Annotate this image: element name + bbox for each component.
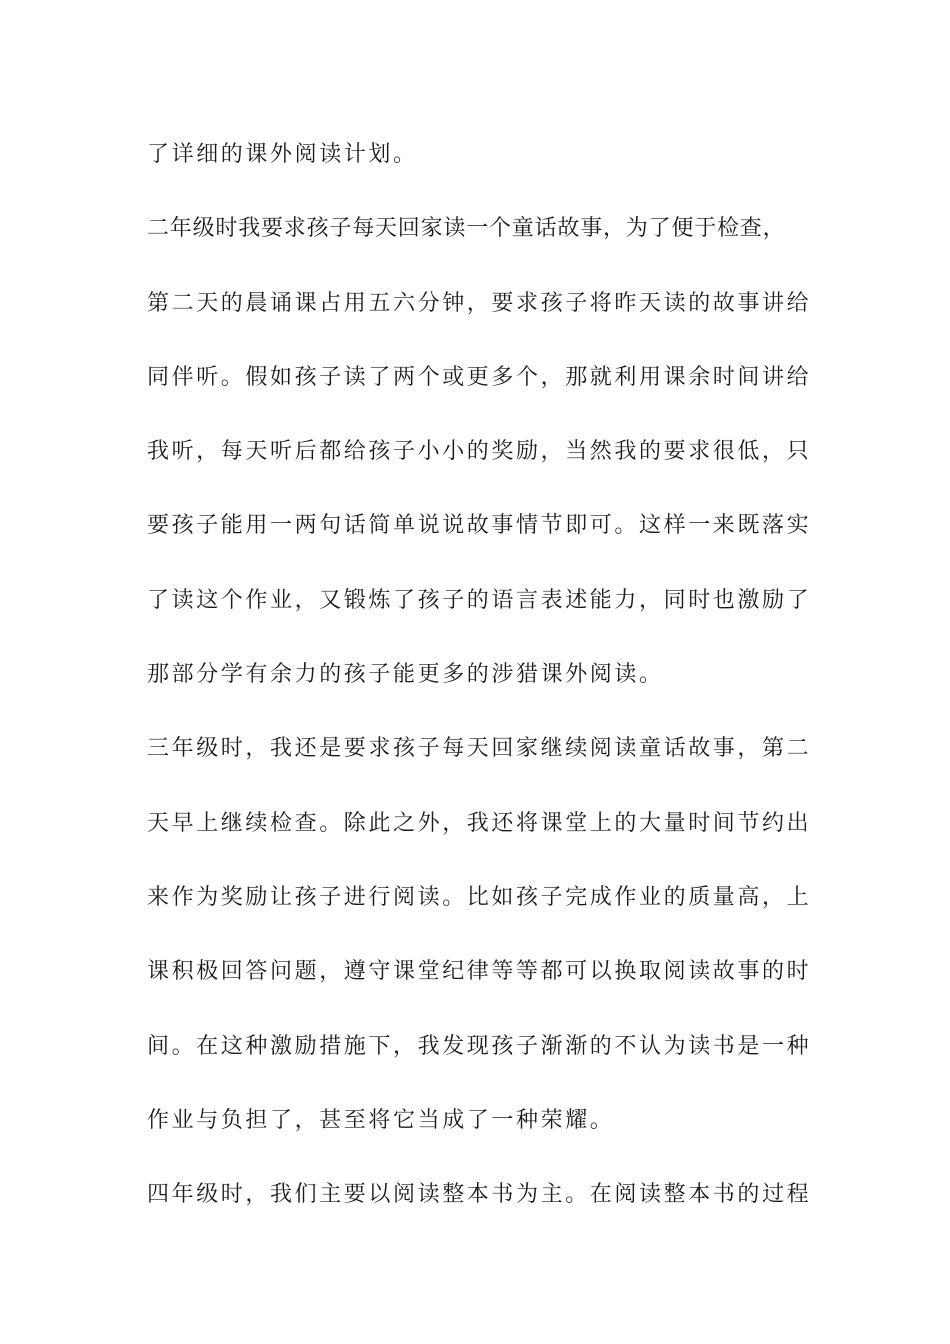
text-line: 那部分学有余力的孩子能更多的涉猎课外阅读。: [147, 662, 664, 688]
text-line: 三年级时，我还是要求孩子每天回家继续阅读童话故事，第二: [147, 736, 812, 762]
text-line: 二年级时我要求孩子每天回家读一个童话故事，为了便于检查，: [147, 216, 786, 242]
text-line: 来作为奖励让孩子进行阅读。比如孩子完成作业的质量高，上: [147, 884, 812, 910]
text-line: 要孩子能用一两句话简单说说故事情节即可。这样一来既落实: [147, 513, 812, 539]
text-line: 了详细的课外阅读计划。: [147, 142, 418, 167]
text-line: 我听，每天听后都给孩子小小的奖励，当然我的要求很低，只: [147, 439, 812, 465]
text-line: 了读这个作业，又锻炼了孩子的语言表述能力，同时也激励了: [147, 587, 812, 613]
text-line: 间。在这种激励措施下，我发现孩子渐渐的不认为读书是一种: [147, 1033, 812, 1059]
text-line: 课积极回答问题，遵守课堂纪律等等都可以换取阅读故事的时: [147, 959, 812, 985]
body-text: [147, 132, 812, 1246]
text-line: 四年级时，我们主要以阅读整本书为主。在阅读整本书的过程: [147, 1182, 812, 1208]
text-line: 第二天的晨诵课占用五六分钟，要求孩子将昨天读的故事讲给: [147, 290, 812, 316]
text-line: 作业与负担了，甚至将它当成了一种荣耀。: [147, 1107, 615, 1133]
text-line: 天早上继续检查。除此之外，我还将课堂上的大量时间节约出: [147, 810, 812, 836]
text-line: 同伴听。假如孩子读了两个或更多个，那就利用课余时间讲给: [147, 364, 812, 390]
